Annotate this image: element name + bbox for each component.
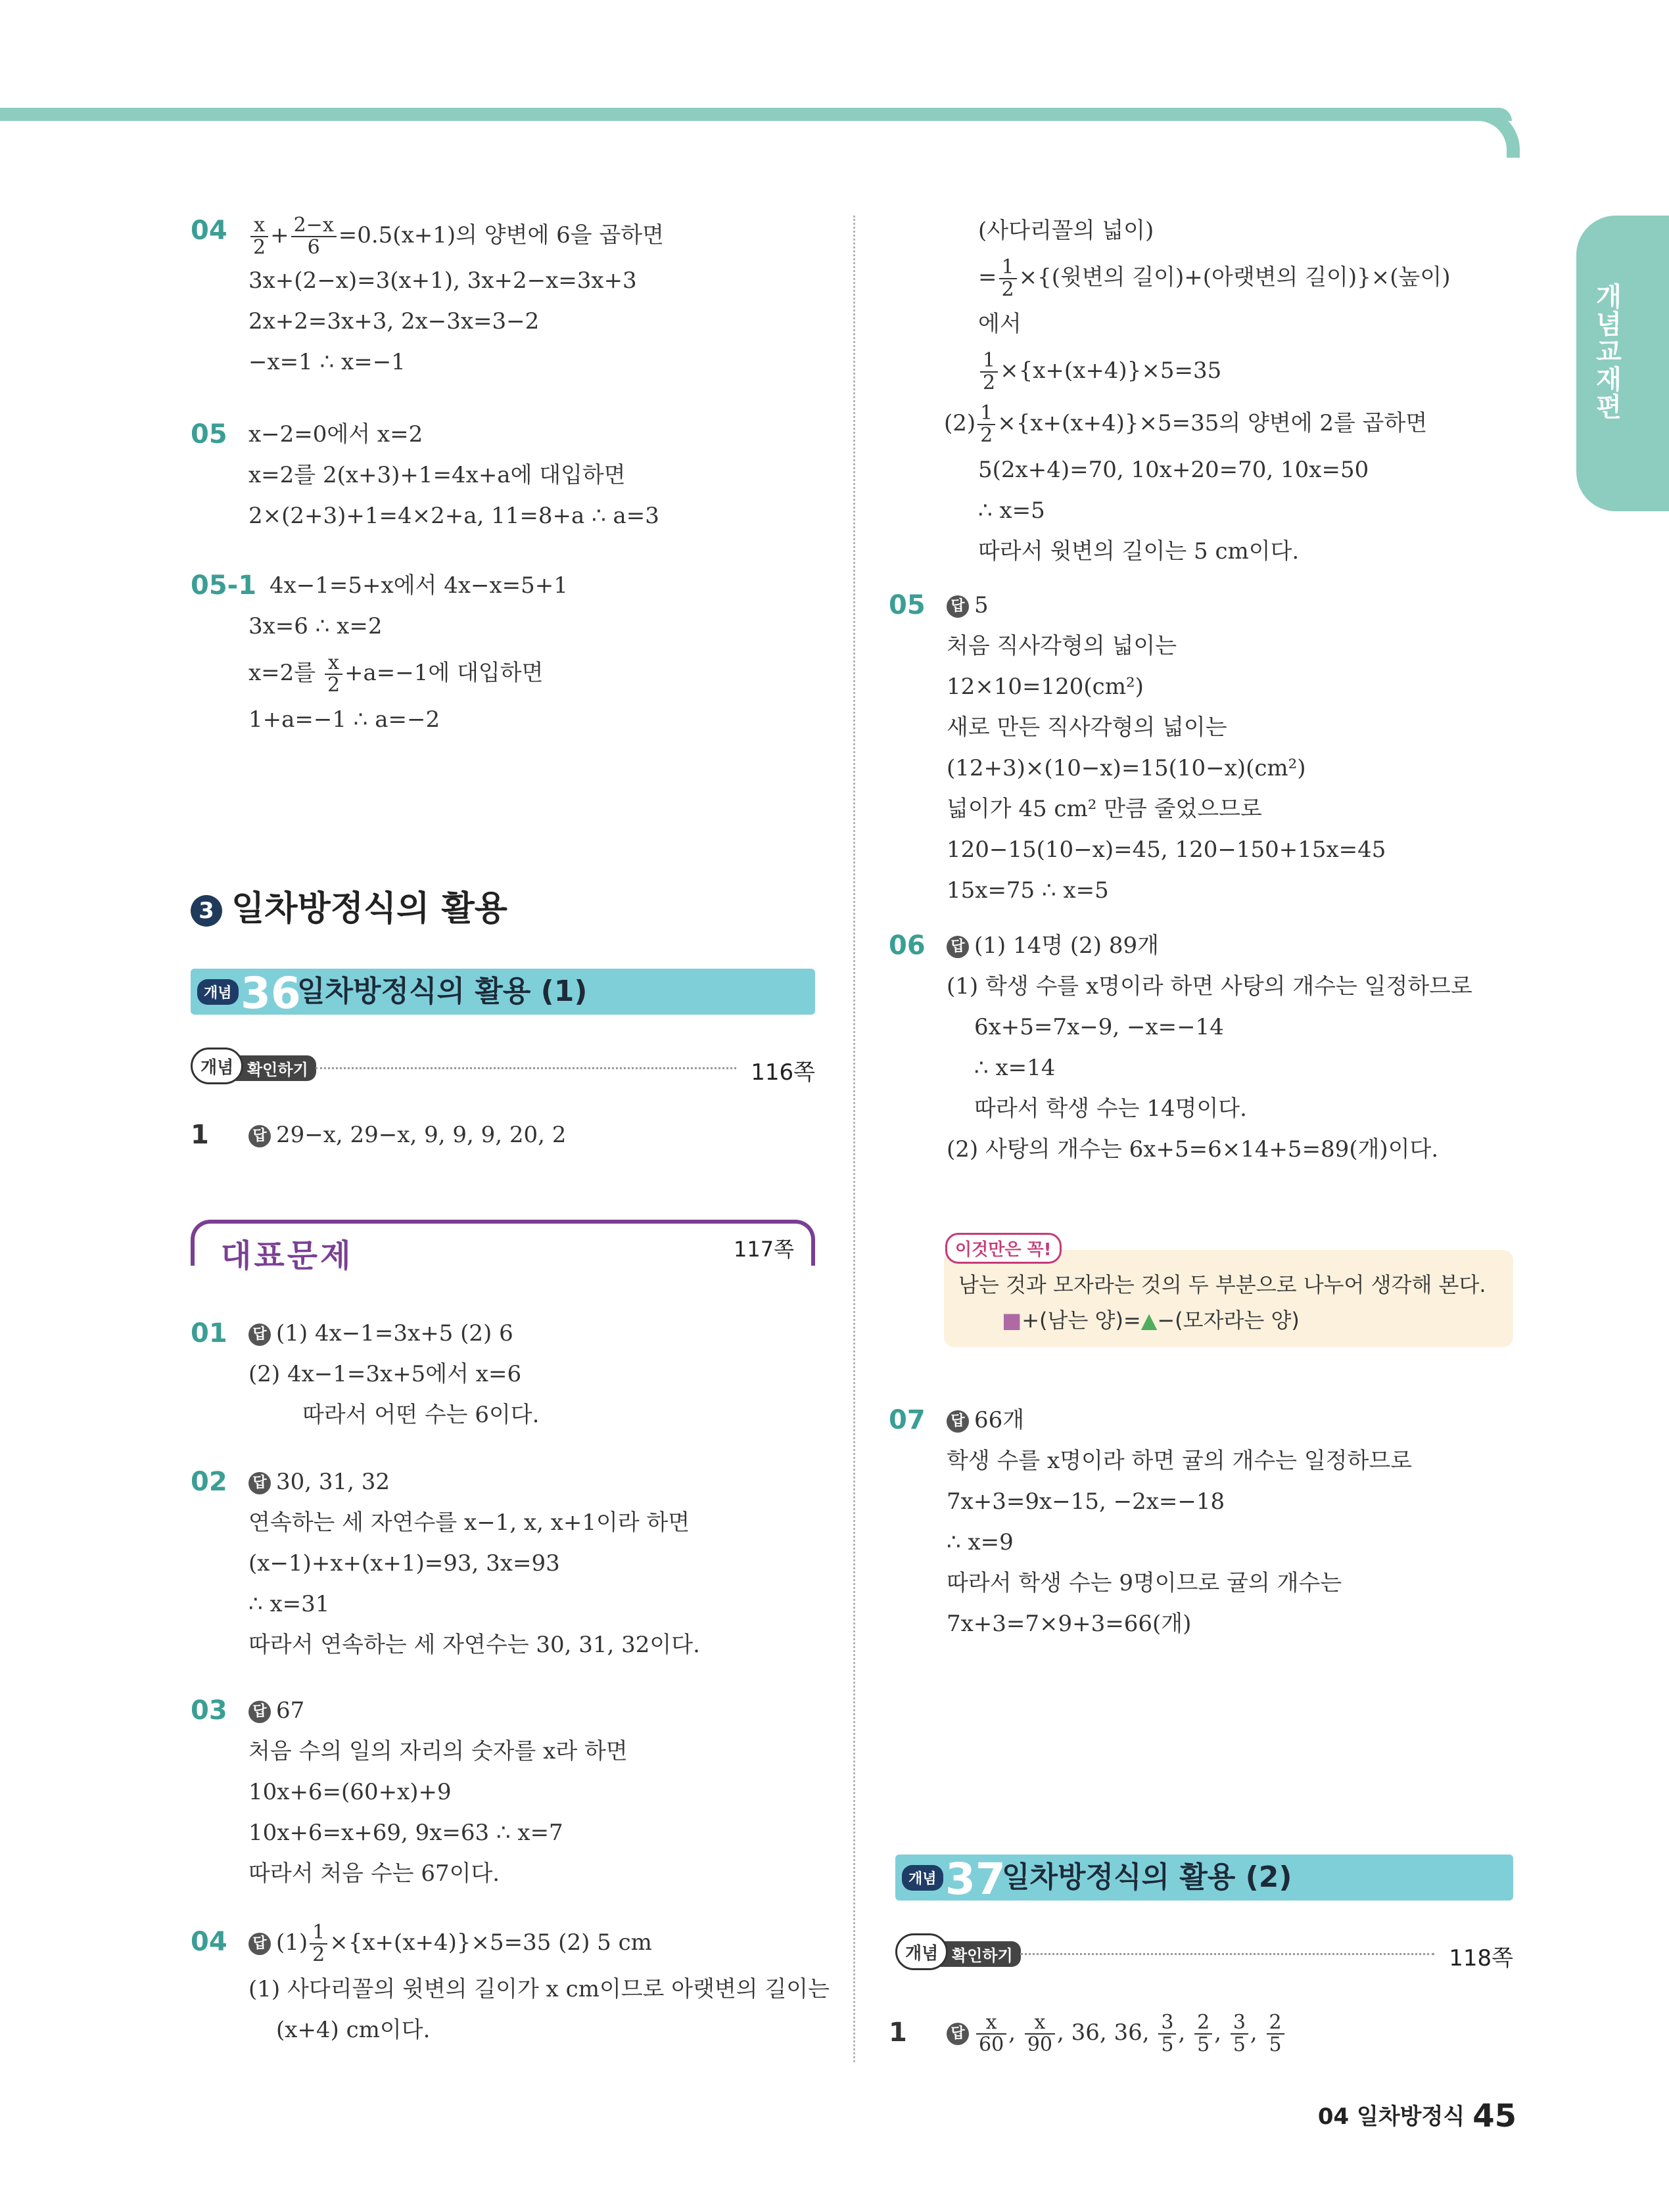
fraction: $\frac{1}{2}$ <box>310 1922 327 1966</box>
line: 답 29−x, 29−x, 9, 9, 9, 20, 2 <box>191 1115 815 1155</box>
line: 따라서 학생 수는 14명이다. <box>974 1095 1247 1122</box>
answer-badge: 답 <box>947 595 969 618</box>
fraction: $\frac{2}{5}$ <box>1267 2012 1284 2056</box>
problem-number: 05 <box>889 590 926 620</box>
tip-text: 남는 것과 모자라는 것의 두 부분으로 나누어 생각해 본다. <box>958 1272 1486 1297</box>
problem-number: 03 <box>191 1695 227 1726</box>
problem-number: 05 <box>191 419 227 449</box>
concept-title: 일차방정식의 활용 (1) <box>297 975 588 1008</box>
line: 따라서 처음 수는 67이다. <box>248 1860 500 1887</box>
answer-badge: 답 <box>248 1472 271 1494</box>
page-ref: 118쪽 <box>1449 1945 1513 1971</box>
line: ∴ x=31 <box>248 1591 330 1617</box>
line: 넓이가 45 cm² 만큼 줄었으므로 <box>947 796 1262 822</box>
line: 7x+3=7×9+3=66(개) <box>947 1611 1192 1637</box>
answer-badge: 답 <box>248 1324 271 1346</box>
line: 에서 <box>978 311 1022 337</box>
problem-r05 <box>889 585 1513 911</box>
problem-r03 <box>191 1690 822 1894</box>
fraction: $\frac{x}{90}$ <box>1025 2012 1055 2056</box>
line: 따라서 윗변의 길이는 5 cm이다. <box>978 538 1300 565</box>
problem-number: 04 <box>191 216 227 246</box>
check-row-37 <box>895 1933 1513 1973</box>
fraction: $\frac{3}{5}$ <box>1231 2012 1248 2056</box>
check-row-36 <box>191 1048 815 1087</box>
right-column <box>889 210 1513 1170</box>
side-tab-label: 개념교재편 <box>1591 283 1622 421</box>
line: $\frac{1}{2}$ ×{x+(x+4)}×5=35 <box>889 344 1513 397</box>
page-ref: 116쪽 <box>751 1059 815 1086</box>
left-column <box>191 210 822 743</box>
line: 5(2x+4)=70, 10x+20=70, 10x=50 <box>978 457 1369 483</box>
line: (2) 사탕의 개수는 6x+5=6×14+5=89(개)이다. <box>947 1136 1439 1163</box>
line: (2) 4x−1=3x+5에서 x=6 <box>248 1361 522 1387</box>
line: 처음 수의 일의 자리의 숫자를 x라 하면 <box>248 1738 628 1764</box>
problem-number: 07 <box>889 1405 926 1435</box>
problem-number: 05-1 <box>191 570 257 601</box>
line: 3x=6 ∴ x=2 <box>248 613 383 639</box>
line: 12×10=120(cm²) <box>947 674 1144 700</box>
problem-number: 02 <box>191 1467 227 1497</box>
check-label: 확인하기 <box>233 1055 316 1081</box>
answer-badge: 답 <box>248 1701 271 1723</box>
problem-r01 <box>191 1313 822 1438</box>
concept-36-bar <box>191 968 815 1019</box>
concept-37-bar <box>895 1854 1513 1904</box>
tip-tag: 이것만은 꼭! <box>945 1233 1062 1264</box>
answer-badge: 답 <box>947 936 969 958</box>
problem-number: 1 <box>889 2017 907 2048</box>
problem-r06 <box>889 925 1513 1170</box>
check-badge: 개념 <box>191 1048 243 1084</box>
left-column-lower <box>191 1313 830 2061</box>
answer-badge: 답 <box>248 1933 271 1955</box>
fraction: $\frac{x}{2}$ <box>325 653 342 696</box>
line: 답 67 <box>191 1690 822 1731</box>
fraction: $\frac{x}{2}$ <box>250 215 268 258</box>
page-number: 45 <box>1472 2098 1516 2134</box>
line: 1+a=−1 ∴ a=−2 <box>248 706 440 733</box>
line: 답 5 <box>889 585 1513 626</box>
fraction: $\frac{x}{60}$ <box>976 2012 1006 2056</box>
line: 답 66개 <box>889 1400 1513 1440</box>
fraction: $\frac{2}{5}$ <box>1194 2012 1212 2056</box>
line: (1) 사다리꼴의 윗변의 길이가 x cm이므로 아랫변의 길이는 <box>248 1976 830 2002</box>
problem-number: 1 <box>191 1120 209 1150</box>
line: 답 30, 31, 32 <box>191 1462 822 1502</box>
line: 15x=75 ∴ x=5 <box>947 877 1109 904</box>
concept-title: 일차방정식의 활용 (2) <box>1002 1860 1292 1894</box>
line: 따라서 연속하는 세 자연수는 30, 31, 32이다. <box>248 1632 700 1658</box>
concept-tag: 개념 <box>197 979 239 1005</box>
line: 10x+6=(60+x)+9 <box>248 1779 452 1805</box>
line: (x−1)+x+(x+1)=93, 3x=93 <box>248 1550 560 1577</box>
line: 답 (1) 14명 (2) 89개 <box>889 925 1513 966</box>
line: −x=1 ∴ x=−1 <box>248 349 406 375</box>
line: 따라서 어떤 수는 6이다. <box>302 1402 540 1428</box>
line: 3x+(2−x)=3(x+1), 3x+2−x=3x+3 <box>248 267 637 294</box>
line: (12+3)×(10−x)=15(10−x)(cm²) <box>947 755 1306 781</box>
problem-r07 <box>889 1400 1513 1644</box>
line: 처음 직사각형의 넓이는 <box>947 633 1177 659</box>
problem-05 <box>191 414 822 545</box>
chapter-label: 04 일차방정식 <box>1317 2104 1465 2130</box>
line: (x+4) cm이다. <box>276 2017 431 2043</box>
line: ∴ x=14 <box>974 1055 1056 1081</box>
check-label: 확인하기 <box>937 1941 1021 1967</box>
line: (2) $\frac{1}{2}$ ×{x+(x+4)}×5=35의 양변에 2를 곱하면 <box>944 402 1428 447</box>
problem-04 <box>191 210 822 388</box>
fraction: $\frac{1}{2}$ <box>977 403 995 446</box>
line: 학생 수를 x명이라 하면 귤의 개수는 일정하므로 <box>947 1448 1413 1474</box>
square-icon: ■ <box>1002 1308 1022 1333</box>
fraction: $\frac{1}{2}$ <box>999 257 1017 300</box>
line: 새로 만든 직사각형의 넓이는 <box>947 714 1227 741</box>
line: 6x+5=7x−9, −x=−14 <box>974 1014 1224 1040</box>
line: x=2를 2(x+3)+1=4x+a에 대입하면 <box>248 462 626 488</box>
fraction: $\frac{1}{2}$ <box>980 350 998 394</box>
problem-05-1 <box>191 565 822 743</box>
representative-problems-header <box>191 1220 815 1274</box>
answer-badge: 답 <box>947 1410 969 1433</box>
tip-formula: ■+(남는 양)=▲−(모자라는 양) <box>1002 1308 1300 1333</box>
top-bar-curve <box>1472 108 1520 158</box>
answer-badge: 답 <box>248 1125 271 1147</box>
check-problem-1 <box>191 1115 815 1155</box>
triangle-icon: ▲ <box>1140 1308 1158 1333</box>
fraction: $\frac{2-x}{6}$ <box>291 215 337 258</box>
line: ∴ x=9 <box>947 1529 1014 1555</box>
line: 따라서 학생 수는 9명이므로 귤의 개수는 <box>947 1570 1342 1596</box>
concept-tag: 개념 <box>902 1865 943 1891</box>
line: 7x+3=9x−15, −2x=−18 <box>947 1488 1225 1515</box>
line: x=2를 $\frac{x}{2}$ +a=−1에 대입하면 <box>248 651 544 697</box>
fraction: $\frac{3}{5}$ <box>1158 2012 1176 2056</box>
concept-number: 37 <box>945 1854 1006 1904</box>
line: 2x+2=3x+3, 2x−3x=3−2 <box>248 308 540 334</box>
problem-r04-continued <box>889 210 1513 572</box>
problem-number: 01 <box>191 1318 227 1348</box>
dotted-leader <box>316 1067 736 1069</box>
section-number: 3 <box>191 895 222 927</box>
line: 10x+6=x+69, 9x=63 ∴ x=7 <box>248 1820 563 1846</box>
dotted-leader <box>1020 1953 1434 1955</box>
page-ref: 117쪽 <box>734 1237 794 1262</box>
problem-number: 06 <box>889 931 926 961</box>
line: 2×(2+3)+1=4×2+a, 11=8+a ∴ a=3 <box>248 503 659 529</box>
top-decorative-bar <box>0 108 1512 121</box>
line: = $\frac{1}{2}$ ×{(윗변의 길이)+(아랫변의 길이)}×(높이) <box>978 256 1451 301</box>
problem-number: 04 <box>191 1927 227 1957</box>
line: 답 $\frac{x}{60}$ , $\frac{x}{90}$ , 36, 36, $\frac{3}{5}$ , $\frac{2}{5}$ , $\frac{3}{5}$ , $\frac{2}{5}$ <box>889 2004 1513 2061</box>
section-title: 3 일차방정식의 활용 <box>191 881 507 930</box>
line: (사다리꼴의 넓이) <box>978 218 1154 244</box>
line: 4x−1=5+x에서 4x−x=5+1 <box>270 572 568 599</box>
line: 답 (1) 4x−1=3x+5 (2) 6 <box>191 1313 822 1354</box>
problem-r04 <box>191 1916 830 2061</box>
check-problem-37-1 <box>889 2004 1513 2061</box>
problem-r02 <box>191 1462 822 1665</box>
line: (1) 학생 수를 x명이라 하면 사탕의 개수는 일정하므로 <box>947 973 1472 1000</box>
line: 120−15(10−x)=45, 120−150+15x=45 <box>947 837 1386 863</box>
line: 연속하는 세 자연수를 x−1, x, x+1이라 하면 <box>248 1509 690 1536</box>
column-divider <box>853 216 855 2062</box>
line: 답 (1) $\frac{1}{2}$ ×{x+(x+4)}×5=35 (2) 5 cm <box>191 1916 822 1969</box>
check-badge: 개념 <box>895 1933 948 1970</box>
rep-title: 대표문제 <box>221 1237 354 1274</box>
concept-number: 36 <box>241 968 301 1019</box>
page-footer <box>1318 2098 1516 2134</box>
answer-badge: 답 <box>947 2023 969 2045</box>
line: $\frac{x}{2}$ + $\frac{2-x}{6}$ =0.5(x+1)의 양변에 6을 곱하면 <box>191 210 822 260</box>
line: x−2=0에서 x=2 <box>248 421 423 448</box>
line: ∴ x=5 <box>978 497 1045 524</box>
